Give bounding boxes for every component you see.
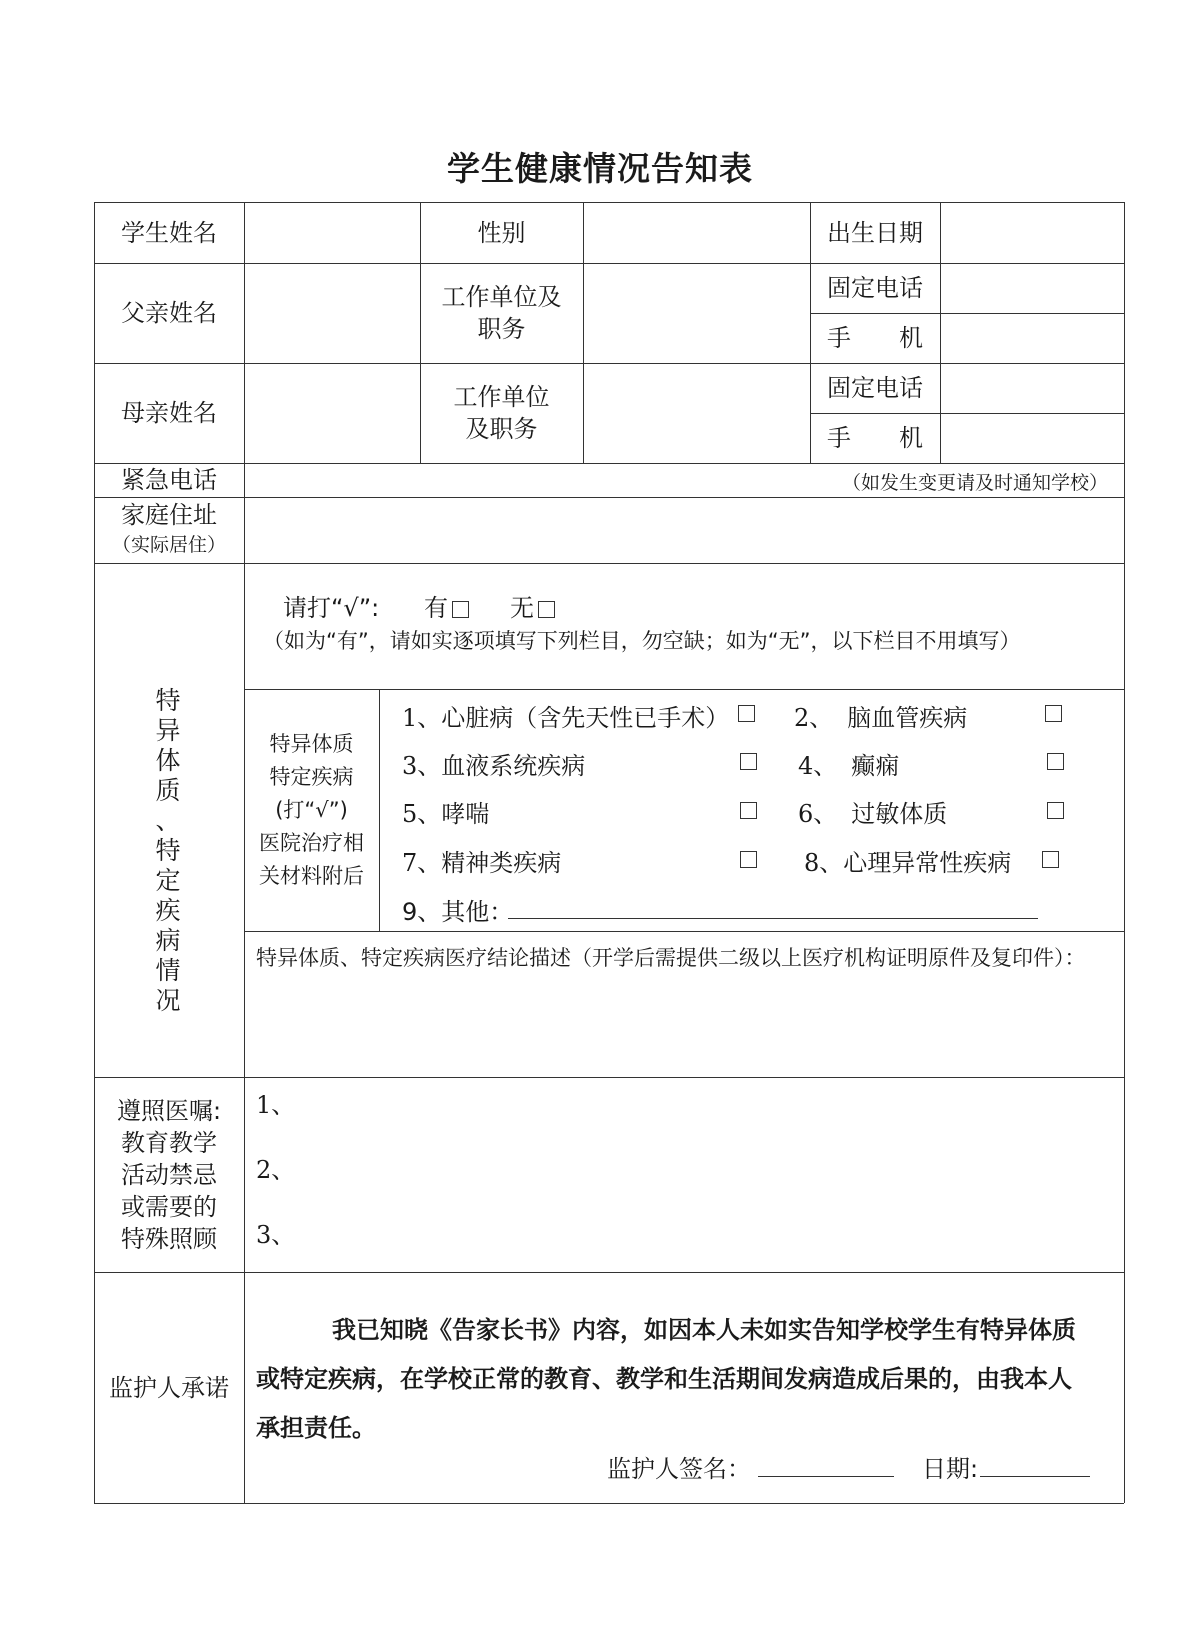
row-divider	[94, 497, 1124, 498]
column-divider	[940, 202, 941, 463]
disease-item-4	[798, 746, 899, 781]
sub-label-line: 特异体质	[269, 731, 354, 756]
sub-label-line: 特定疾病	[269, 764, 354, 789]
disease-name: 哮喘	[441, 800, 490, 828]
advice-item-2[interactable]: 2、	[256, 1156, 296, 1184]
disease-item-7	[402, 843, 561, 878]
birth-date-field[interactable]	[942, 204, 1122, 261]
mother-landline-field[interactable]	[942, 365, 1122, 411]
label-char: 疾	[155, 896, 181, 925]
disease-8-checkbox[interactable]	[1042, 851, 1059, 868]
row-divider	[94, 1077, 1124, 1078]
disease-name: 脑血管疾病	[847, 704, 968, 732]
disease-item-3	[402, 746, 585, 781]
disease-num: 6、	[798, 800, 838, 828]
emergency-phone-label: 紧急电话	[121, 466, 217, 494]
father-work-unit-field[interactable]	[585, 265, 808, 361]
disease-num: 1、	[402, 704, 442, 732]
advice-label-line: 或需要的	[121, 1192, 217, 1221]
tick-prompt: 请打“√”:	[283, 594, 380, 622]
disease-item-1	[402, 698, 729, 733]
guardian-text-line: 或特定疾病，在学校正常的教育、教学和生活期间发病造成后果的，由我本人	[256, 1365, 1072, 1393]
work-unit-label-line: 工作单位	[453, 383, 550, 411]
mother-mobile-label: 手 机	[827, 424, 923, 452]
label-char: 病	[155, 926, 181, 955]
table-border-right	[1124, 202, 1125, 1503]
birth-date-label: 出生日期	[827, 218, 923, 247]
address-field[interactable]	[246, 499, 1122, 561]
disease-num: 8、	[804, 849, 844, 877]
date-label: 日期:	[922, 1455, 979, 1483]
special-condition-label	[148, 686, 188, 1016]
label-char: 体	[155, 746, 181, 775]
mother-name-label: 母亲姓名	[121, 399, 217, 427]
father-work-unit-label	[420, 263, 583, 363]
address-label	[94, 497, 244, 563]
disease-2-checkbox[interactable]	[1045, 705, 1062, 722]
mother-name-field[interactable]	[246, 365, 418, 461]
table-border-bottom	[94, 1503, 1124, 1504]
advice-label-line: 特殊照顾	[121, 1224, 217, 1253]
row-divider	[94, 263, 1124, 264]
no-label: 无	[510, 594, 534, 622]
father-landline-label: 固定电话	[827, 274, 923, 302]
disease-name: 癫痫	[851, 752, 900, 780]
row-divider	[244, 689, 1124, 690]
table-border-top	[94, 202, 1124, 203]
sub-label-line: 关材料附后	[259, 863, 364, 888]
gender-label: 性别	[477, 218, 526, 247]
mother-work-unit-field[interactable]	[585, 365, 808, 461]
column-divider	[583, 202, 584, 463]
row-divider	[94, 363, 1124, 364]
label-char: 特	[155, 686, 181, 715]
disease-name: 血液系统疾病	[441, 752, 586, 780]
label-char: 、	[155, 806, 181, 835]
yes-checkbox[interactable]	[452, 601, 469, 618]
student-name-field[interactable]	[246, 204, 418, 261]
row-divider	[244, 931, 1124, 932]
disease-num: 4、	[798, 752, 838, 780]
mother-mobile-field[interactable]	[942, 415, 1122, 461]
row-divider	[94, 463, 1124, 464]
no-checkbox[interactable]	[538, 601, 555, 618]
disease-item-2	[794, 698, 967, 733]
disease-7-checkbox[interactable]	[740, 851, 757, 868]
disease-4-checkbox[interactable]	[1047, 753, 1064, 770]
yes-option[interactable]	[424, 588, 469, 623]
conclusion-label: 特异体质、特定疾病医疗结论描述（开学后需提供二级以上医疗机构证明原件及复印件）：	[256, 946, 1086, 970]
address-note: （实际居住）	[111, 534, 226, 556]
gender-field[interactable]	[585, 204, 808, 261]
disease-num: 3、	[402, 752, 442, 780]
emergency-phone-field[interactable]	[246, 465, 836, 495]
mother-work-unit-label	[420, 363, 583, 463]
emergency-note: （如发生变更请及时通知学校）	[842, 472, 1109, 494]
father-landline-field[interactable]	[942, 265, 1122, 311]
label-char: 况	[155, 986, 181, 1015]
disease-5-checkbox[interactable]	[740, 802, 757, 819]
disease-num: 5、	[402, 800, 442, 828]
disease-name: 精神类疾病	[441, 849, 562, 877]
label-char: 异	[155, 716, 181, 745]
advice-item-1[interactable]: 1、	[256, 1091, 296, 1119]
disease-num: 2、	[794, 704, 834, 732]
advice-label-line: 教育教学	[121, 1128, 217, 1157]
column-divider	[379, 689, 380, 931]
father-mobile-label: 手 机	[827, 324, 923, 352]
disease-name: 心脏病（含先天性已手术）	[441, 704, 730, 732]
label-char: 定	[155, 866, 181, 895]
guardian-label: 监护人承诺	[109, 1373, 229, 1402]
disease-1-checkbox[interactable]	[738, 705, 755, 722]
instruction-text: （如为“有”，请如实逐项填写下列栏目，勿空缺；如为“无”，以下栏目不用填写）	[263, 629, 1021, 653]
disease-other-field[interactable]	[508, 918, 1038, 919]
father-mobile-field[interactable]	[942, 315, 1122, 361]
yes-label: 有	[424, 594, 448, 622]
row-divider	[94, 563, 1124, 564]
signature-label: 监护人签名：	[607, 1455, 751, 1483]
work-unit-label-line: 工作单位及	[441, 283, 562, 311]
label-char: 情	[155, 956, 181, 985]
work-unit-label-line: 职务	[477, 315, 526, 343]
page-title: 学生健康情况告知表	[447, 149, 753, 188]
advice-label-line: 遵照医嘱:	[116, 1096, 222, 1125]
advice-label-line: 活动禁忌	[121, 1160, 217, 1189]
label-char: 特	[155, 836, 181, 865]
signature-field[interactable]	[758, 1476, 894, 1477]
advice-item-3[interactable]: 3、	[256, 1221, 296, 1249]
guardian-text-line: 我已知晓《告家长书》内容，如因本人未如实告知学校学生有特异体质	[332, 1316, 1076, 1344]
father-name-label: 父亲姓名	[121, 299, 217, 327]
address-label-text: 家庭住址	[121, 501, 217, 529]
mother-landline-label: 固定电话	[827, 374, 923, 402]
disease-3-checkbox[interactable]	[740, 753, 757, 770]
guardian-text-line: 承担责任。	[256, 1414, 376, 1442]
disease-other-label: 9、其他：	[402, 898, 514, 926]
sub-label-line: 医院治疗相	[259, 830, 364, 855]
disease-num: 7、	[402, 849, 442, 877]
disease-item-6	[798, 794, 947, 829]
disease-name: 心理异常性疾病	[843, 849, 1012, 877]
work-unit-label-line: 及职务	[465, 415, 538, 443]
disease-6-checkbox[interactable]	[1047, 802, 1064, 819]
father-name-field[interactable]	[246, 265, 418, 361]
date-field[interactable]	[980, 1476, 1090, 1477]
sub-label-line: (打“√”)	[275, 797, 348, 822]
disease-item-8	[804, 843, 1011, 878]
conclusion-field[interactable]	[246, 975, 1122, 1075]
no-option[interactable]	[510, 588, 555, 623]
disease-name: 过敏体质	[851, 800, 948, 828]
special-sub-label	[244, 720, 379, 900]
label-char: 质	[155, 776, 181, 805]
disease-item-5	[402, 794, 489, 829]
row-divider	[94, 1272, 1124, 1273]
medical-advice-label	[94, 1077, 244, 1272]
student-name-label: 学生姓名	[121, 218, 217, 247]
